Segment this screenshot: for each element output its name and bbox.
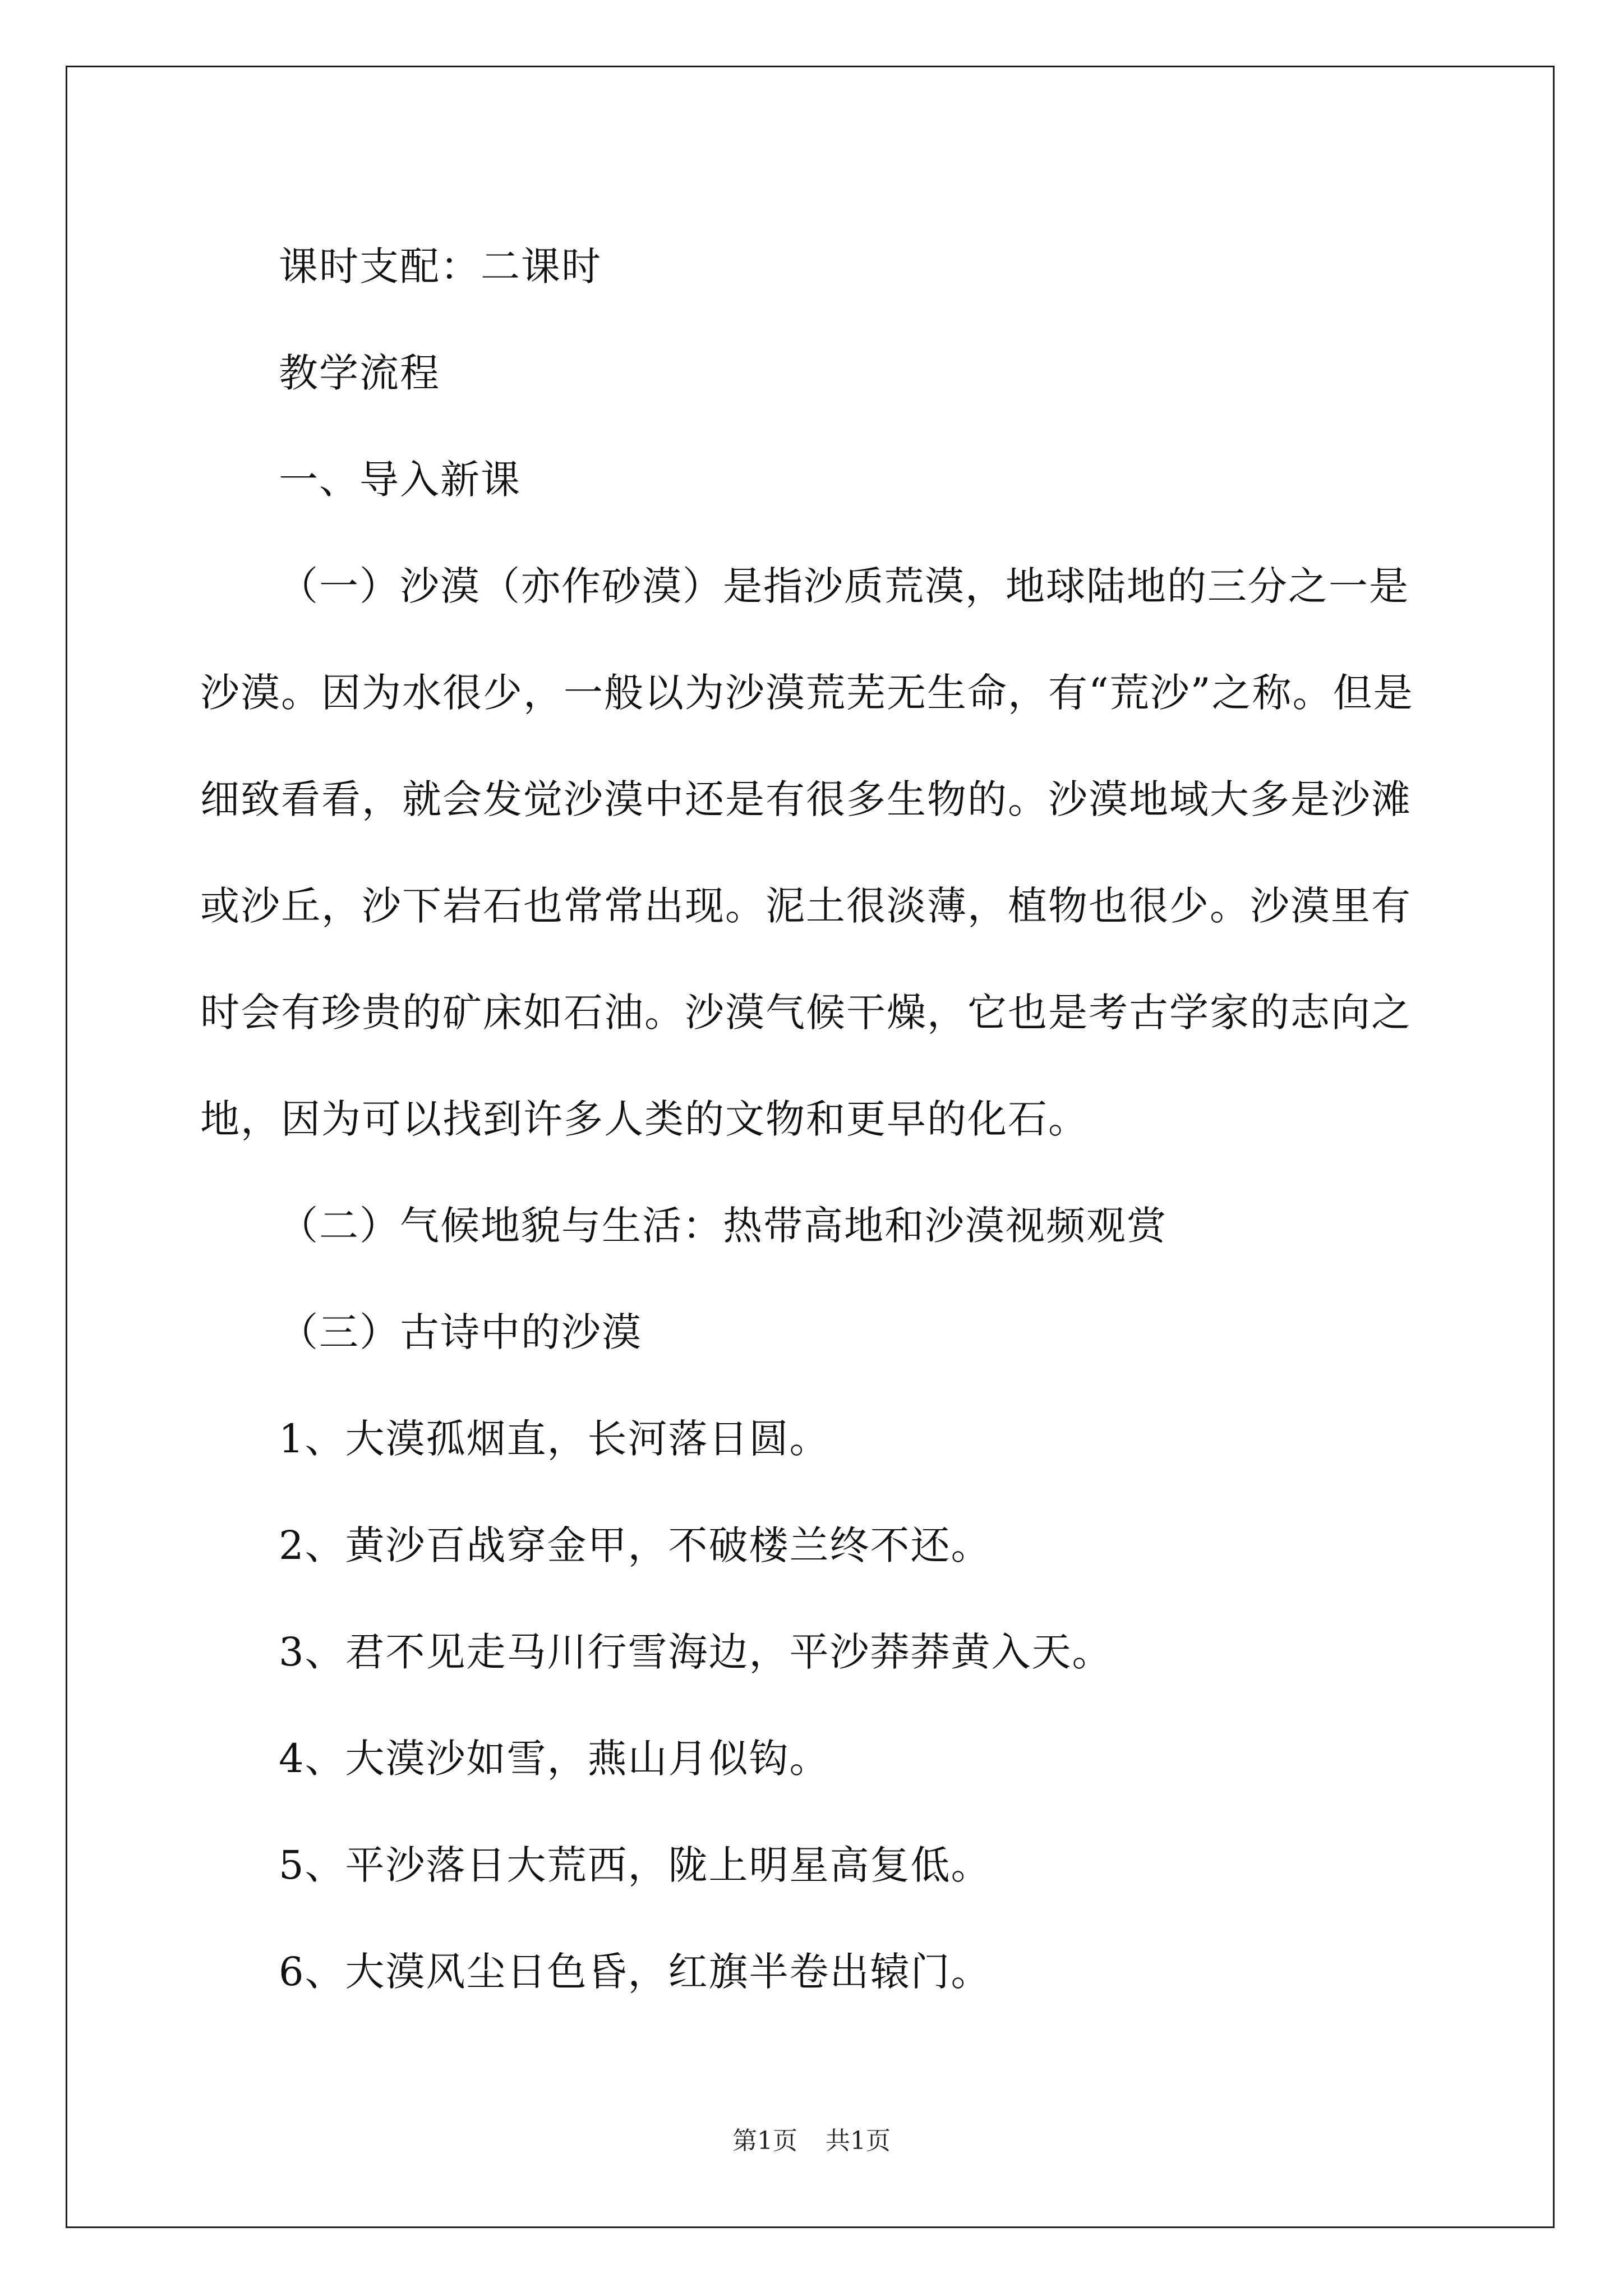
page-number-total: 共1页 [826, 2127, 891, 2155]
paragraph-desert-intro: （一）沙漠（亦作砂漠）是指沙质荒漠，地球陆地的三分之一是沙漠。因为水很少，一般以为沙漠荒芜无生命，有“荒沙”之称。但是细致看看，就会发觉沙漠中还是有很多生物的。沙漠地域大多是沙滩或沙丘，沙下岩石也常常出现。泥土很淡薄，植物也很少。沙漠里有时会有珍贵的矿床如石油。沙漠气候干燥，它也是考古学家的志向之地，因为可以找到许多人类的文物和更早的化石。 [200, 563, 1414, 1142]
poem-line-4: 4、大漠沙如雪，燕山月似钩。 [279, 1736, 830, 1782]
poem-line-1: 1、大漠孤烟直，长河落日圆。 [279, 1416, 830, 1462]
lesson-schedule: 课时支配：二课时 [279, 243, 602, 289]
poem-line-3: 3、君不见走马川行雪海边，平沙莽莽黄入天。 [279, 1629, 1113, 1675]
paragraph-poems-heading: （三）古诗中的沙漠 [279, 1309, 642, 1355]
document-body [200, 213, 1423, 2025]
poem-line-5: 5、平沙落日大荒西，陇上明星高复低。 [279, 1842, 992, 1888]
paragraph-climate-video: （二）气候地貌与生活：热带高地和沙漠视频观赏 [279, 1203, 1167, 1249]
poem-line-6: 6、大漠风尘日色昏，红旗半卷出辕门。 [279, 1949, 992, 1995]
section-heading-intro: 一、导入新课 [279, 457, 521, 503]
poem-line-2: 2、黄沙百战穿金甲，不破楼兰终不还。 [279, 1522, 992, 1568]
page-number-current: 第1页 [732, 2127, 797, 2155]
page-footer [0, 2120, 1623, 2156]
teaching-flow-heading: 教学流程 [279, 350, 440, 396]
